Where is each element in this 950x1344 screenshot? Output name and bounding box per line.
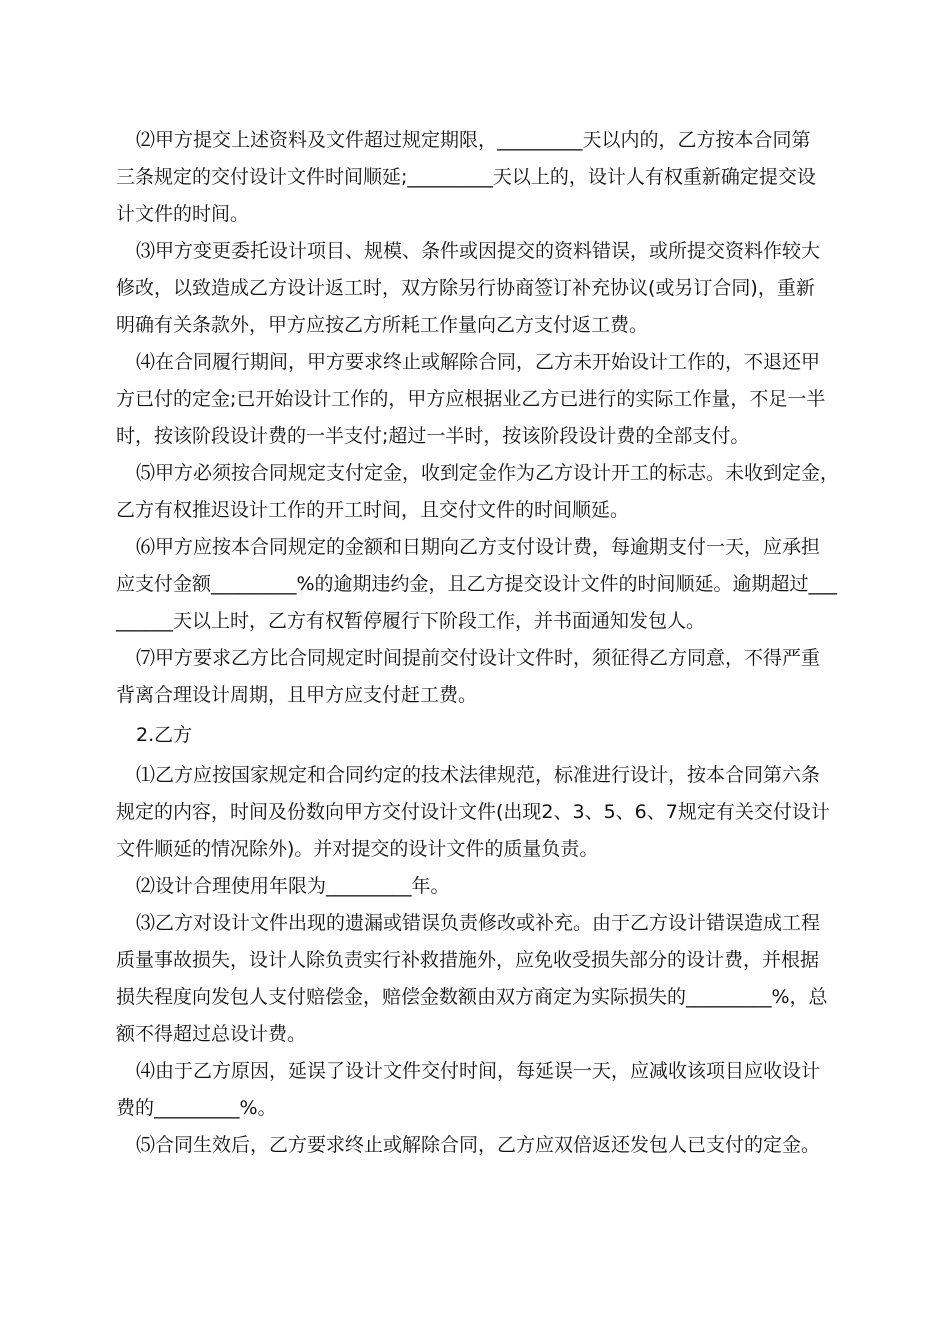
- clause-b-4-line-2: 费的_________%。: [116, 1097, 277, 1119]
- section-heading-party-b: 2.乙方: [136, 724, 193, 746]
- clause-2-4-line-2: 方已付的定金;已开始设计工作的，甲方应根据业乙方已进行的实际工作量，不足一半: [116, 388, 826, 410]
- clause-b-1-line-1: ⑴乙方应按国家规定和合同约定的技术法律规范，标准进行设计，按本合同第六条: [136, 764, 821, 786]
- clause-2-6-line-1: ⑹甲方应按本合同规定的金额和日期向乙方支付设计费，每逾期支付一天，应承担: [136, 536, 821, 558]
- clause-2-2-line-2: 三条规定的交付设计文件时间顺延;_________天以上的，设计人有权重新确定提交设: [116, 166, 816, 188]
- clause-b-5-line-1: ⑸合同生效后，乙方要求终止或解除合同，乙方应双倍返还发包人已支付的定金。: [136, 1134, 821, 1156]
- clause-2-4-line-3: 时，按该阶段设计费的一半支付;超过一半时，按该阶段设计费的全部支付。: [116, 425, 750, 447]
- clause-2-6-line-3: ______天以上时，乙方有权暂停履行下阶段工作，并书面通知发包人。: [116, 610, 706, 632]
- clause-2-5-line-1: ⑸甲方必须按合同规定支付定金，收到定金作为乙方设计开工的标志。未收到定金，: [136, 462, 840, 484]
- clause-b-3-line-4: 额不得超过总设计费。: [116, 1023, 307, 1045]
- clause-2-5-line-2: 乙方有权推迟设计工作的开工时间，且交付文件的时间顺延。: [116, 499, 630, 521]
- clause-b-3-line-3: 损失程度向发包人支付赔偿金，赔偿金数额由双方商定为实际损失的_________%，总: [116, 986, 828, 1008]
- clause-b-3-line-2: 质量事故损失，设计人除负责实行补救措施外，应免收受损失部分的设计费，并根据: [116, 949, 820, 971]
- clause-b-4-line-1: ⑷由于乙方原因，延误了设计文件交付时间，每延误一天，应减收该项目应收设计: [136, 1060, 821, 1082]
- clause-2-4-line-1: ⑷在合同履行期间，甲方要求终止或解除合同，乙方未开始设计工作的，不退还甲: [136, 351, 821, 373]
- clause-2-3-line-2: 修改，以致造成乙方设计返工时，双方除另行协商签订补充协议(或另订合同)，重新: [116, 277, 815, 299]
- clause-2-7-line-2: 背离合理设计周期，且甲方应支付赶工费。: [116, 684, 478, 706]
- clause-b-1-line-2: 规定的内容，时间及份数向甲方交付设计文件(出现2、3、5、6、7规定有关交付设计: [116, 801, 830, 823]
- clause-b-3-line-1: ⑶乙方对设计文件出现的遗漏或错误负责修改或补充。由于乙方设计错误造成工程: [136, 912, 821, 934]
- clause-b-1-line-3: 文件顺延的情况除外)。并对提交的设计文件的质量负责。: [116, 838, 599, 860]
- clause-2-7-line-1: ⑺甲方要求乙方比合同规定时间提前交付设计文件时，须征得乙方同意，不得严重: [136, 647, 821, 669]
- clause-2-3-line-3: 明确有关条款外，甲方应按乙方所耗工作量向乙方支付返工费。: [116, 314, 649, 336]
- clause-2-2-line-1: ⑵甲方提交上述资料及文件超过规定期限，_________天以内的，乙方按本合同第: [136, 129, 811, 151]
- clause-2-3-line-1: ⑶甲方变更委托设计项目、规模、条件或因提交的资料错误，或所提交资料作较大: [136, 240, 821, 262]
- clause-b-2-line-1: ⑵设计合理使用年限为_________年。: [136, 875, 450, 897]
- clause-2-2-line-3: 计文件的时间。: [116, 203, 250, 225]
- clause-2-6-line-2: 应支付金额_________%的逾期违约金，且乙方提交设计文件的时间顺延。逾期超过___: [116, 573, 838, 595]
